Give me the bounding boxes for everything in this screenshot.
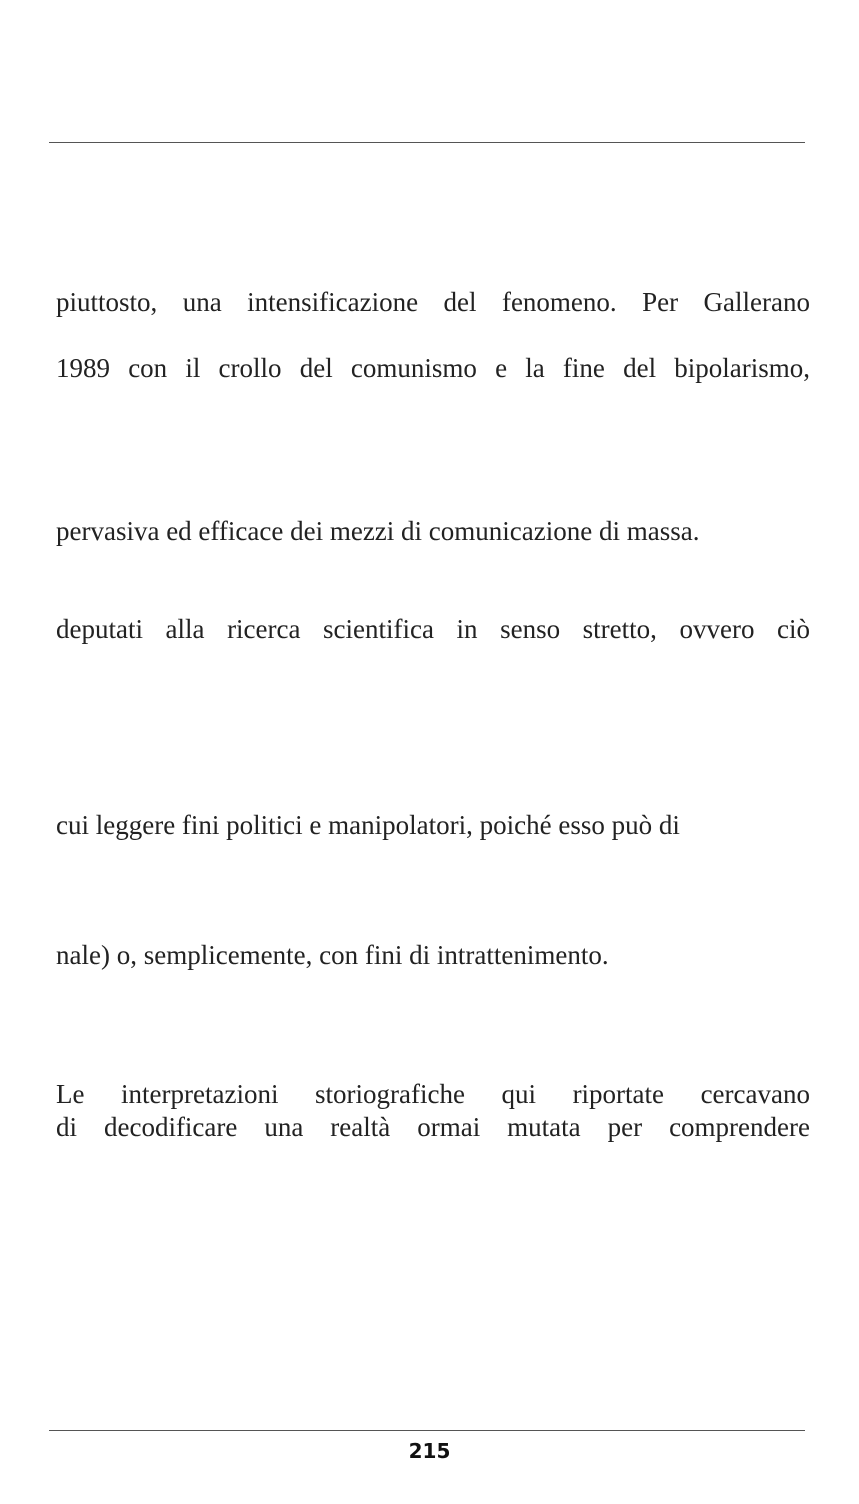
text-line: pervasiva ed efficace dei mezzi di comunicazione di massa. — [56, 516, 700, 546]
text-line: 1989 con il crollo del comunismo e la fine del bipolarismo, — [56, 353, 810, 383]
text-line: piuttosto, una intensificazione del fenomeno. Per Gallerano — [56, 287, 810, 317]
text-line: nale) o, semplicemente, con fini di intrattenimento. — [56, 940, 609, 970]
text-line: cui leggere fini politici e manipolatori, poiché esso può di — [56, 810, 680, 840]
page-number: 215 — [408, 1439, 451, 1463]
text-line: di decodificare una realtà ormai mutata per comprendere — [56, 1112, 810, 1142]
text-line: Le interpretazioni storiografiche qui riportate cercavano — [56, 1079, 810, 1109]
text-line: deputati alla ricerca scientifica in senso stretto, ovvero ciò — [56, 614, 810, 644]
header-rule — [49, 142, 805, 143]
footer-rule — [49, 1430, 805, 1431]
